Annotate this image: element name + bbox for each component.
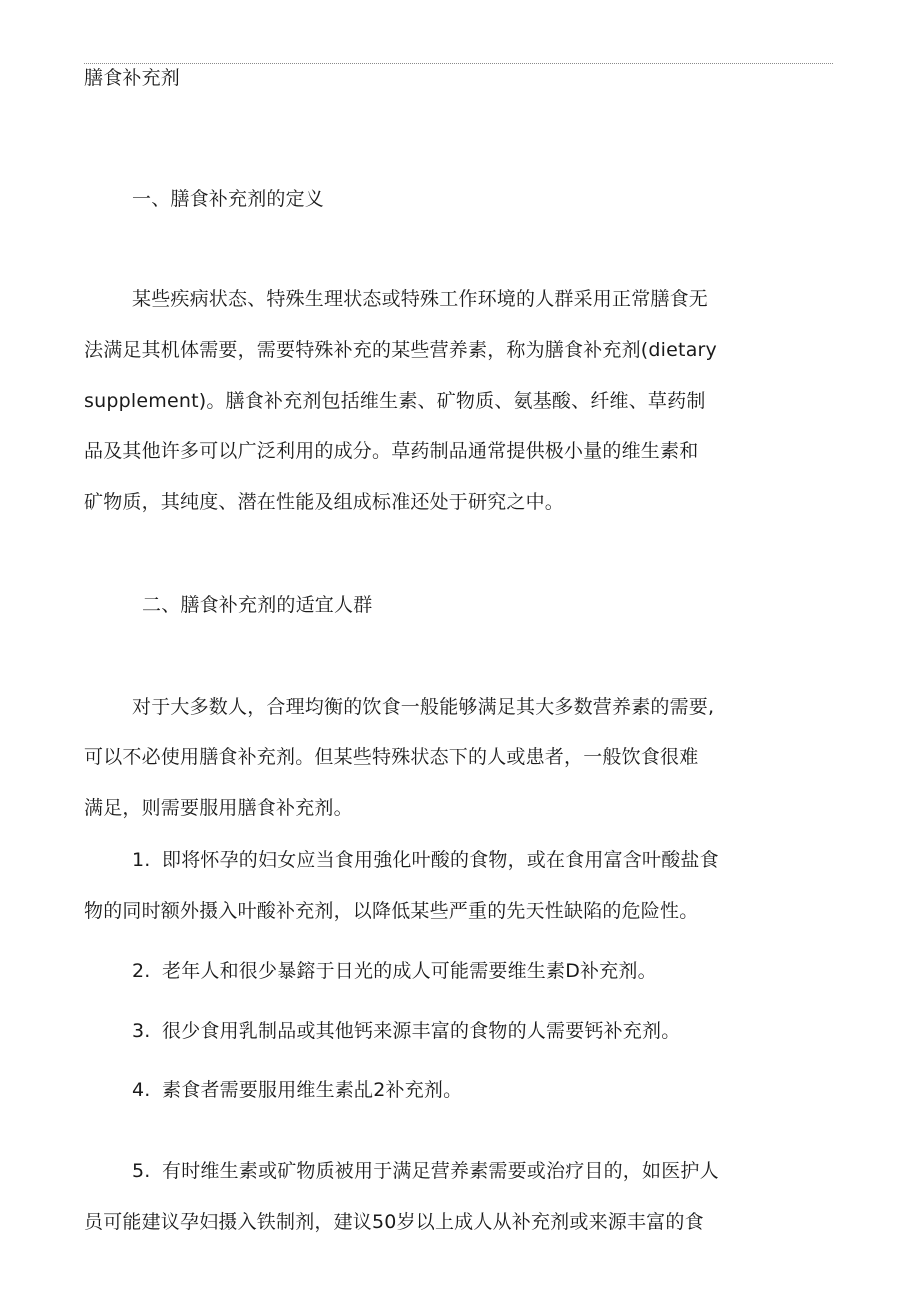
list-item-1-continuation: 物的同时额外摄入叶酸补充剂，以降低某些严重的先天性缺陷的危险性。 xyxy=(84,900,699,922)
list-item-text: 即将怀孕的妇女应当食用強化叶酸的食物，或在食用富含叶酸盐食 xyxy=(162,849,719,871)
list-item-4 xyxy=(132,1078,462,1102)
list-item-number: 3. xyxy=(132,1020,151,1042)
list-item-2 xyxy=(132,959,657,983)
list-item-number: 5. xyxy=(132,1160,151,1182)
document-header-title: 膳食补充剂 xyxy=(84,67,181,89)
section-2-paragraph-line: 满足，则需要服用膳食补充剂。 xyxy=(84,797,353,819)
section-1-paragraph-line: 矿物质，其纯度、潜在性能及组成标准还处于研究之中。 xyxy=(84,491,565,513)
list-item-text: 有时维生素或矿物质被用于满足营养素需要或治疗目的，如医护人 xyxy=(162,1160,719,1182)
list-item-number: 2. xyxy=(132,960,151,982)
list-item-number: 4. xyxy=(132,1079,151,1101)
list-item-number: 1. xyxy=(132,849,151,871)
list-item-5 xyxy=(132,1159,719,1183)
section-1-paragraph-line: 法满足其机体需要，需要特殊补充的某些营养素，称为膳食补充剂(dietary xyxy=(84,339,717,361)
section-1-paragraph-line: supplement)。膳食补充剂包括维生素、矿物质、氨基酸、纤维、草药制 xyxy=(84,390,706,412)
list-item-text: 素食者需要服用维生素乩2补充剂。 xyxy=(162,1079,463,1101)
header-rule xyxy=(84,63,833,64)
section-1-heading: 一、膳食补充剂的定义 xyxy=(132,188,325,210)
list-item-3 xyxy=(132,1019,680,1043)
section-1-paragraph-line: 品及其他许多可以广泛利用的成分。草药制品通常提供极小量的维生素和 xyxy=(84,440,699,462)
list-item-text: 很少食用乳制品或其他钙来源丰富的食物的人需要钙补充剂。 xyxy=(162,1020,681,1042)
list-item-1 xyxy=(132,848,719,872)
section-1-paragraph-line: 某些疾病状态、特殊生理状态或特殊工作环境的人群采用正常膳食无 xyxy=(132,288,709,310)
section-2-paragraph-line: 可以不必使用膳食补充剂。但某些特殊状态下的人或患者，一般饮食很难 xyxy=(84,746,699,768)
list-item-5-continuation: 员可能建议孕妇摄入铁制剂，建议50岁以上成人从补充剂或来源丰富的食 xyxy=(84,1211,704,1233)
list-item-text: 老年人和很少暴鎔于日光的成人可能需要维生素D补充剂。 xyxy=(162,960,657,982)
section-2-heading: 二、膳食补充剂的适宜人群 xyxy=(142,594,373,616)
section-2-paragraph-line: 对于大多数人，合理均衡的饮食一般能够满足其大多数营养素的需要, xyxy=(132,696,715,718)
